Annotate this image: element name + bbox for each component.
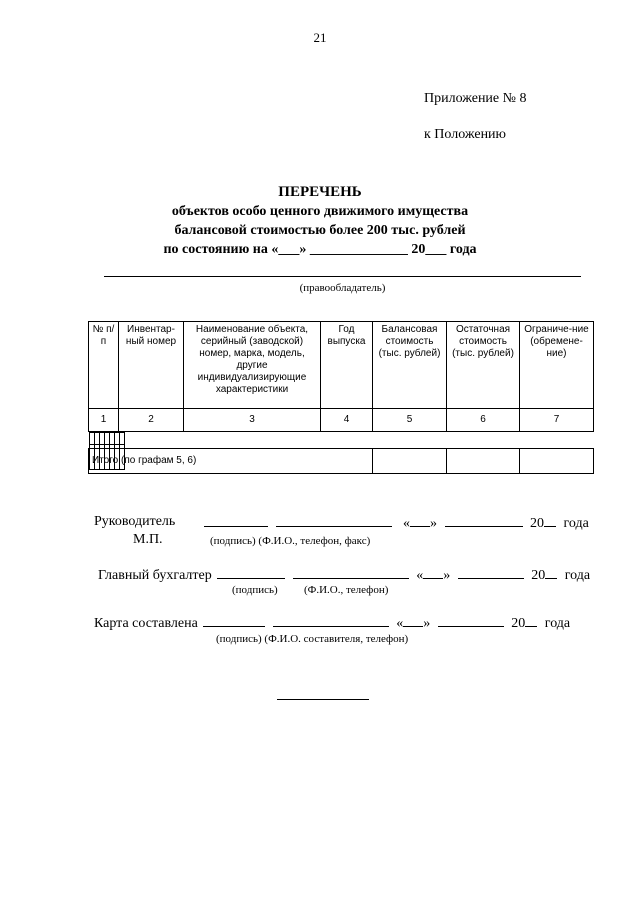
accountant-day-blank xyxy=(423,566,443,579)
header-cell: Наименование объекта, серийный (заводской) номер, марка, модель, другие индивидуализирующие характеристики xyxy=(184,322,321,409)
total-label: Итого (по графам 5, 6) xyxy=(89,449,373,474)
compiler-year-suffix: года xyxy=(544,616,571,631)
head-name-blank xyxy=(276,514,392,527)
heading-line-1: объектов особо ценного движимого имущества xyxy=(171,204,469,219)
head-month-blank xyxy=(445,514,523,527)
accountant-caption-name: (Ф.И.О., телефон) xyxy=(304,584,389,596)
table-row xyxy=(89,432,125,445)
head-quote-open: « xyxy=(403,516,410,531)
accountant-signature-row xyxy=(98,566,590,584)
end-divider xyxy=(277,699,369,700)
accountant-quote-close: » xyxy=(443,568,451,583)
accountant-year-suffix: года xyxy=(564,568,591,583)
header-cell: Балансовая стоимость (тыс. рублей) xyxy=(373,322,447,409)
rights-holder-line xyxy=(104,276,581,277)
column-number: 1 xyxy=(89,409,119,432)
column-number: 4 xyxy=(321,409,373,432)
header-cell: № п/п xyxy=(89,322,119,409)
head-quote-close: » xyxy=(430,516,437,531)
header-cell: Ограниче-ние (обремене-ние) xyxy=(520,322,594,409)
head-year-suffix: года xyxy=(563,516,589,531)
head-year-blank xyxy=(544,514,556,527)
accountant-month-blank xyxy=(458,566,524,579)
compiler-month-blank xyxy=(438,614,504,627)
total-row xyxy=(89,449,594,474)
accountant-caption-signature: (подпись) xyxy=(232,584,278,596)
document-title: ПЕРЕЧЕНЬ xyxy=(278,184,362,200)
compiler-name-blank xyxy=(273,614,389,627)
column-number-row xyxy=(89,409,594,432)
compiler-day-blank xyxy=(403,614,423,627)
compiler-label: Карта составлена xyxy=(94,616,198,631)
column-number: 6 xyxy=(447,409,520,432)
table-header-row xyxy=(89,322,594,409)
head-signature-blank xyxy=(204,514,268,527)
accountant-signature-blank xyxy=(217,566,285,579)
head-signature-fields xyxy=(204,514,589,532)
stamp-label: М.П. xyxy=(133,532,163,547)
accountant-name-blank xyxy=(293,566,409,579)
compiler-quote-close: » xyxy=(423,616,431,631)
head-label: Руководитель xyxy=(94,514,176,529)
head-signature-row xyxy=(94,514,175,530)
compiler-year-blank xyxy=(525,614,537,627)
appendix-label: Приложение № 8 xyxy=(424,91,527,106)
accountant-year-blank xyxy=(545,566,557,579)
heading-line-2: балансовой стоимостью более 200 тыс. рублей xyxy=(174,223,466,238)
column-number: 2 xyxy=(119,409,184,432)
head-year-prefix: 20 xyxy=(530,516,544,531)
regulation-label: к Положению xyxy=(424,127,507,142)
head-day-blank xyxy=(410,514,430,527)
heading-line-3: по состоянию на «___» ______________ 20___ года xyxy=(163,242,477,257)
compiler-quote-open: « xyxy=(396,616,404,631)
accountant-label: Главный бухгалтер xyxy=(98,568,212,583)
accountant-year-prefix: 20 xyxy=(531,568,546,583)
compiler-caption: (подпись) (Ф.И.О. составителя, телефон) xyxy=(216,633,409,645)
total-residual-cell xyxy=(447,449,520,474)
compiler-year-prefix: 20 xyxy=(511,616,526,631)
total-balance-cell xyxy=(373,449,447,474)
accountant-quote-open: « xyxy=(416,568,424,583)
compiler-signature-row xyxy=(94,614,570,632)
column-number: 7 xyxy=(520,409,594,432)
rights-holder-caption: (правообладатель) xyxy=(299,282,386,294)
total-restriction-cell xyxy=(520,449,594,474)
document-heading xyxy=(0,183,640,259)
page-number: 21 xyxy=(313,30,327,45)
header-cell: Год выпуска xyxy=(321,322,373,409)
header-cell: Инвентар-ный номер xyxy=(119,322,184,409)
header-cell: Остаточная стоимость (тыс. рублей) xyxy=(447,322,520,409)
column-number: 5 xyxy=(373,409,447,432)
assets-table xyxy=(88,321,594,474)
head-caption: (подпись) (Ф.И.О., телефон, факс) xyxy=(210,535,371,547)
column-number: 3 xyxy=(184,409,321,432)
compiler-signature-blank xyxy=(203,614,265,627)
